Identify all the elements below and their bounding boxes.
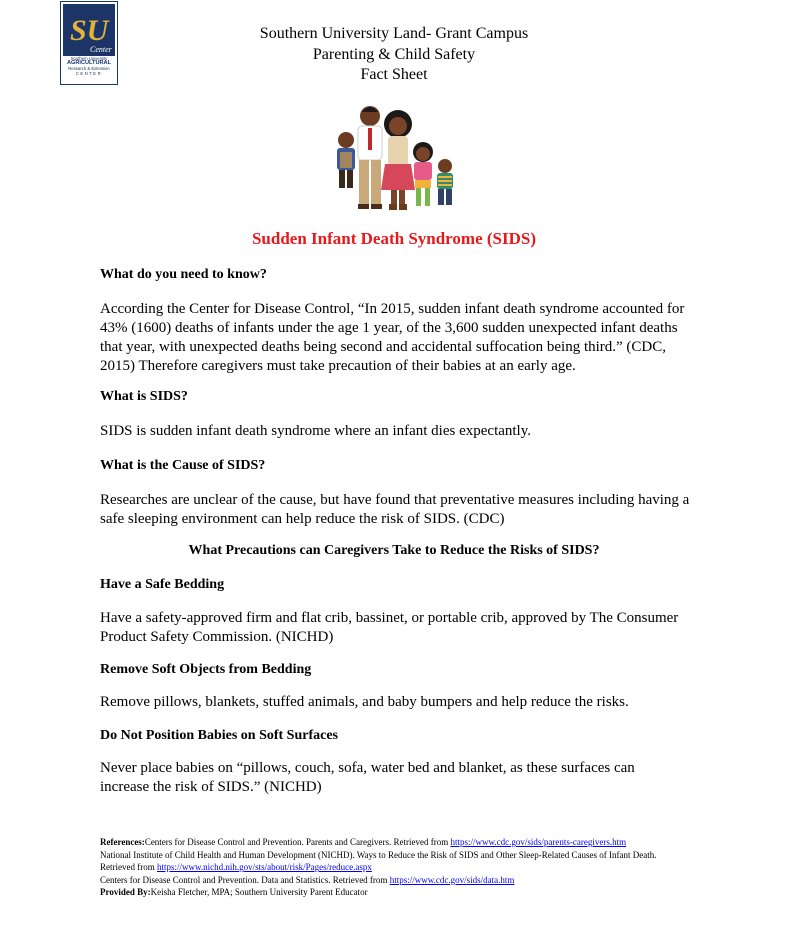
provided-by <box>100 886 690 899</box>
heading-safe-bedding: Have a Safe Bedding <box>100 577 225 592</box>
paragraph-soft-surfaces: Never place babies on “pillows, couch, sofa, water bed and blanket, as these surfaces can increase the risk of SIDS.” (NICHD) <box>100 760 635 795</box>
heading-cause-of-sids: What is the Cause of SIDS? <box>100 458 266 473</box>
provided-by-label: Provided By: <box>100 887 151 898</box>
heading-precautions: What Precautions can Caregivers Take to Reduce the Risks of SIDS? <box>188 543 600 558</box>
document-header <box>0 24 788 86</box>
logo-line2: AGRICULTURAL <box>66 60 112 67</box>
reference-1 <box>100 836 690 849</box>
paragraph-need-to-know: According the Center for Disease Control, “In 2015, sudden infant death syndrome accounted for 43% (1600) deaths of infants under the age 1 year, of the 3,600 sudden unexpected infant deaths that year, with unexpected deaths being second and accidental suffocation being third.” (CDC, 2015) Therefore caregivers must take precaution of their babies at an early age. <box>100 301 685 374</box>
heading-soft-surfaces: Do Not Position Babies on Soft Surfaces <box>100 728 339 743</box>
heading-need-to-know: What do you need to know? <box>100 267 267 282</box>
reference-2 <box>100 849 690 874</box>
mother-figure <box>381 110 415 210</box>
paragraph-cause-of-sids: Researches are unclear of the cause, but have found that preventative measures including having a safe sleeping environment can help reduce the risk of SIDS. (CDC) <box>100 492 690 527</box>
heading-soft-objects: Remove Soft Objects from Bedding <box>100 662 312 677</box>
reference-3-text: Centers for Disease Control and Prevention. Data and Statistics. Retrieved from <box>100 874 390 885</box>
paragraph-soft-objects: Remove pillows, blankets, stuffed animals, and baby bumpers and help reduce the risks. <box>100 694 629 710</box>
small-boy-figure <box>437 159 453 205</box>
header-topic: Parenting & Child Safety <box>312 45 476 63</box>
family-illustration <box>328 104 460 216</box>
logo-line3: Research & Extension <box>68 66 110 72</box>
heading-what-is-sids: What is SIDS? <box>100 389 188 404</box>
references-block <box>100 836 690 899</box>
header-type: Fact Sheet <box>360 66 428 83</box>
father-figure <box>358 106 382 209</box>
reference-2-link[interactable]: https://www.nichd.nih.gov/sts/about/risk/Pages/reduce.aspx <box>156 862 372 873</box>
logo-line4: CENTER <box>75 70 103 76</box>
references-label: References: <box>100 837 145 847</box>
boy-figure <box>337 132 355 188</box>
paragraph-what-is-sids: SIDS is sudden infant death syndrome where an infant dies expectantly. <box>100 423 532 439</box>
logo-monogram: SU <box>70 14 109 47</box>
header-campus: Southern University Land- Grant Campus <box>259 25 529 42</box>
reference-1-link[interactable]: https://www.cdc.gov/sids/parents-caregivers.htm <box>450 837 627 847</box>
logo-script: Center <box>90 45 112 54</box>
paragraph-safe-bedding: Have a safety-approved firm and flat crib, bassinet, or portable crib, approved by The Consumer Product Safety Commission. (NICHD) <box>100 610 679 645</box>
reference-1-text: Centers for Disease Control and Prevention. Parents and Caregivers. Retrieved from <box>144 837 451 847</box>
girl-figure <box>413 142 433 206</box>
reference-3 <box>100 874 690 887</box>
reference-3-link[interactable]: https://www.cdc.gov/sids/data.htm <box>389 874 515 885</box>
provided-by-text: Keisha Fletcher, MPA; Southern University Parent Educator <box>150 887 368 898</box>
logo-line1: Southern University <box>70 56 108 61</box>
fact-sheet-title: Sudden Infant Death Syndrome (SIDS) <box>251 229 537 248</box>
reference-2-text: National Institute of Child Health and Human Development (NICHD). Ways to Reduce the Risk of SIDS and Other Sleep-Related Causes of Infant Death. Retrieved from <box>100 849 657 873</box>
